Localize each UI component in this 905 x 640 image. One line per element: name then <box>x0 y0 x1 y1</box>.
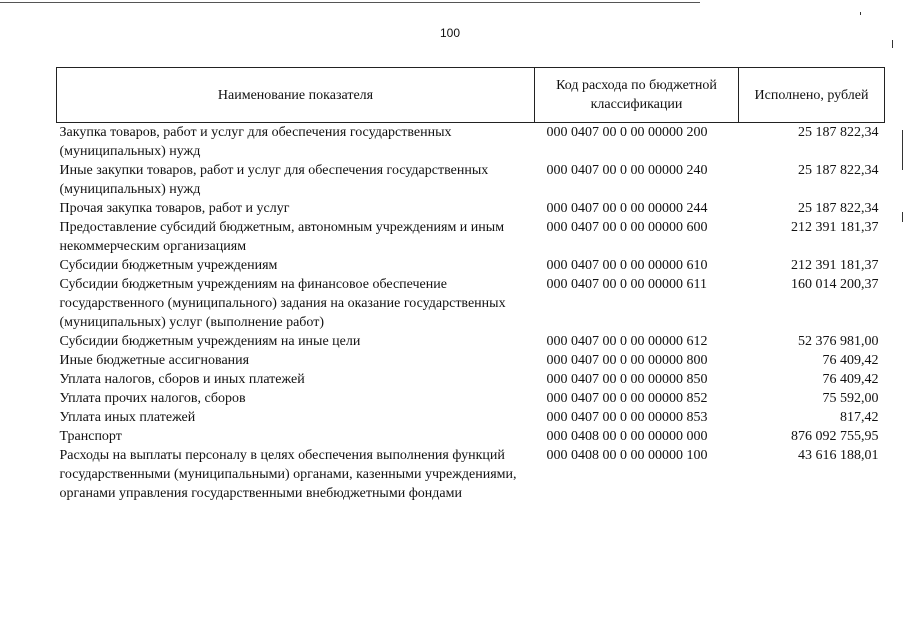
table-row <box>57 256 885 275</box>
row-name-cell: Иные бюджетные ассигнования <box>59 353 250 368</box>
row-amount-cell: 212 391 181,37 <box>791 258 879 273</box>
row-name-cell: Уплата иных платежей <box>59 410 196 425</box>
table-row <box>57 161 885 199</box>
row-code-cell: 000 0407 00 0 00 00000 800 <box>546 353 708 368</box>
table-row <box>57 427 885 446</box>
scan-mark <box>902 130 903 170</box>
row-amount-cell: 876 092 755,95 <box>791 429 879 444</box>
row-code-cell: 000 0408 00 0 00 00000 100 <box>546 448 708 463</box>
table-row <box>57 351 885 370</box>
header-executed-amount: Исполнено, рублей <box>739 68 885 123</box>
row-amount-cell: 160 014 200,37 <box>791 277 879 292</box>
row-name-cell: Транспорт <box>59 429 122 444</box>
row-name-cell: Субсидии бюджетным учреждениям на иные цели <box>59 334 361 349</box>
scan-mark <box>860 12 861 15</box>
row-code-cell: 000 0407 00 0 00 00000 850 <box>546 372 708 387</box>
top-rule <box>0 2 700 3</box>
row-amount-cell: 212 391 181,37 <box>791 220 879 235</box>
row-name-cell: Субсидии бюджетным учреждениям на финансовое обеспечение государственного (муниципального) задания на оказание государственных (муниципальных) услуг (выполнение работ) <box>59 277 506 330</box>
table-row <box>57 199 885 218</box>
row-name-cell: Закупка товаров, работ и услуг для обеспечения государственных (муниципальных) нужд <box>59 125 452 159</box>
table-row <box>57 123 885 162</box>
row-code-cell: 000 0407 00 0 00 00000 200 <box>546 125 708 140</box>
table-row <box>57 218 885 256</box>
row-code-cell: 000 0407 00 0 00 00000 610 <box>546 258 708 273</box>
table-body <box>57 123 885 504</box>
scan-mark <box>892 40 893 48</box>
table-row <box>57 275 885 332</box>
table-row <box>57 408 885 427</box>
row-name-cell: Субсидии бюджетным учреждениям <box>59 258 278 273</box>
table-row <box>57 370 885 389</box>
table-header-row <box>57 68 885 123</box>
row-name-cell: Иные закупки товаров, работ и услуг для обеспечения государственных (муниципальных) нужд <box>59 163 489 197</box>
row-amount-cell: 25 187 822,34 <box>798 201 879 216</box>
row-amount-cell: 43 616 188,01 <box>798 448 879 463</box>
expenditure-table <box>56 67 885 503</box>
page-number: 100 <box>439 26 461 40</box>
table-row <box>57 332 885 351</box>
row-code-cell: 000 0407 00 0 00 00000 244 <box>546 201 708 216</box>
row-code-cell: 000 0407 00 0 00 00000 611 <box>546 277 707 292</box>
row-code-cell: 000 0408 00 0 00 00000 000 <box>546 429 708 444</box>
table-row <box>57 389 885 408</box>
row-code-cell: 000 0407 00 0 00 00000 853 <box>546 410 708 425</box>
row-name-cell: Расходы на выплаты персоналу в целях обеспечения выполнения функций государственными (муниципальными) органами, казенными учреждениями, органами управления государственными внебюджетными фондами <box>59 448 517 501</box>
row-name-cell: Предоставление субсидий бюджетным, автономным учреждениям и иным некоммерческим организациям <box>59 220 505 254</box>
row-name-cell: Прочая закупка товаров, работ и услуг <box>59 201 290 216</box>
row-name-cell: Уплата налогов, сборов и иных платежей <box>59 372 305 387</box>
header-indicator-name: Наименование показателя <box>57 68 535 123</box>
row-amount-cell: 76 409,42 <box>822 372 879 387</box>
row-code-cell: 000 0407 00 0 00 00000 600 <box>546 220 708 235</box>
row-name-cell: Уплата прочих налогов, сборов <box>59 391 246 406</box>
row-amount-cell: 25 187 822,34 <box>798 125 879 140</box>
row-amount-cell: 76 409,42 <box>822 353 879 368</box>
table-row <box>57 446 885 503</box>
row-code-cell: 000 0407 00 0 00 00000 852 <box>546 391 708 406</box>
row-amount-cell: 25 187 822,34 <box>798 163 879 178</box>
scan-mark <box>902 212 903 222</box>
row-code-cell: 000 0407 00 0 00 00000 612 <box>546 334 708 349</box>
row-amount-cell: 817,42 <box>840 410 879 425</box>
row-amount-cell: 75 592,00 <box>822 391 879 406</box>
row-code-cell: 000 0407 00 0 00 00000 240 <box>546 163 708 178</box>
header-expense-code: Код расхода по бюджетной классификации <box>535 68 739 123</box>
row-amount-cell: 52 376 981,00 <box>798 334 879 349</box>
